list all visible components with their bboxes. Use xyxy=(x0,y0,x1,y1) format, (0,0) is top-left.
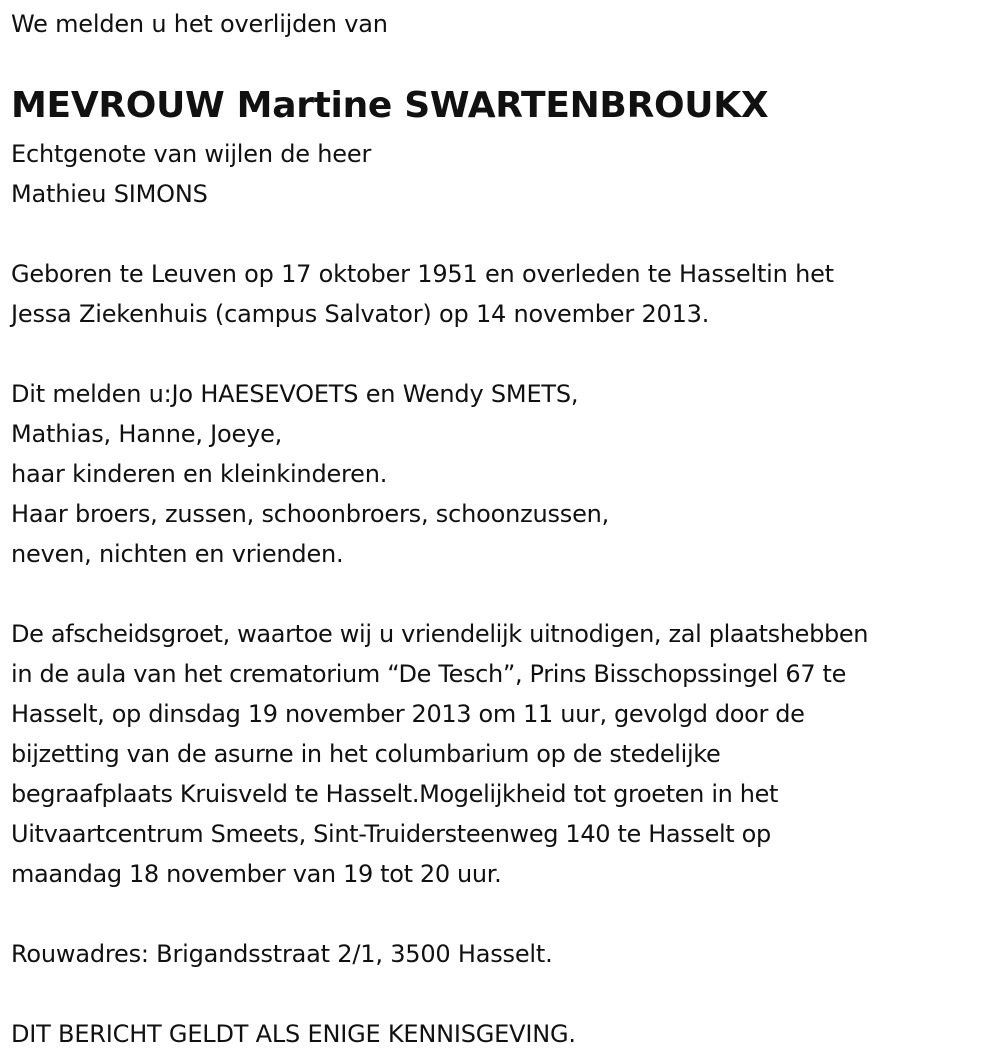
birth-death-line: Geboren te Leuven op 17 oktober 1951 en overleden te Hasseltin het xyxy=(11,260,834,288)
address-block xyxy=(11,934,553,974)
ceremony-line: maandag 18 november van 19 tot 20 uur. xyxy=(11,860,502,888)
ceremony-line: begraafplaats Kruisveld te Hasselt.Mogelijkheid tot groeten in het xyxy=(11,780,779,808)
spouse-block xyxy=(11,134,371,214)
family-line: Haar broers, zussen, schoonbroers, schoonzussen, xyxy=(11,500,610,528)
notice-text: DIT BERICHT GELDT ALS ENIGE KENNISGEVING. xyxy=(11,1020,576,1048)
ceremony-line: Hasselt, op dinsdag 19 november 2013 om 11 uur, gevolgd door de xyxy=(11,700,805,728)
notice-block xyxy=(11,1014,576,1054)
ceremony-block xyxy=(11,614,868,894)
family-block xyxy=(11,374,609,574)
family-line: haar kinderen en kleinkinderen. xyxy=(11,460,388,488)
spouse-line: Echtgenote van wijlen de heer xyxy=(11,140,372,168)
birth-death-block xyxy=(11,254,834,334)
mourning-address: Rouwadres: Brigandsstraat 2/1, 3500 Hasselt. xyxy=(11,940,553,968)
birth-death-line: Jessa Ziekenhuis (campus Salvator) op 14 november 2013. xyxy=(11,300,710,328)
family-line: neven, nichten en vrienden. xyxy=(11,540,344,568)
family-line: Dit melden u:Jo HAESEVOETS en Wendy SMETS, xyxy=(11,380,579,408)
deceased-name: MEVROUW Martine SWARTENBROUKX xyxy=(11,85,769,126)
ceremony-line: De afscheidsgroet, waartoe wij u vriendelijk uitnodigen, zal plaatshebben xyxy=(11,620,869,648)
spouse-line: Mathieu SIMONS xyxy=(11,180,208,208)
ceremony-line: bijzetting van de asurne in het columbarium op de stedelijke xyxy=(11,740,721,768)
ceremony-line: Uitvaartcentrum Smeets, Sint-Truidersteenweg 140 te Hasselt op xyxy=(11,820,771,848)
ceremony-line: in de aula van het crematorium “De Tesch”, Prins Bisschopssingel 67 te xyxy=(11,660,847,688)
intro-text: We melden u het overlijden van xyxy=(11,10,388,38)
family-line: Mathias, Hanne, Joeye, xyxy=(11,420,283,448)
